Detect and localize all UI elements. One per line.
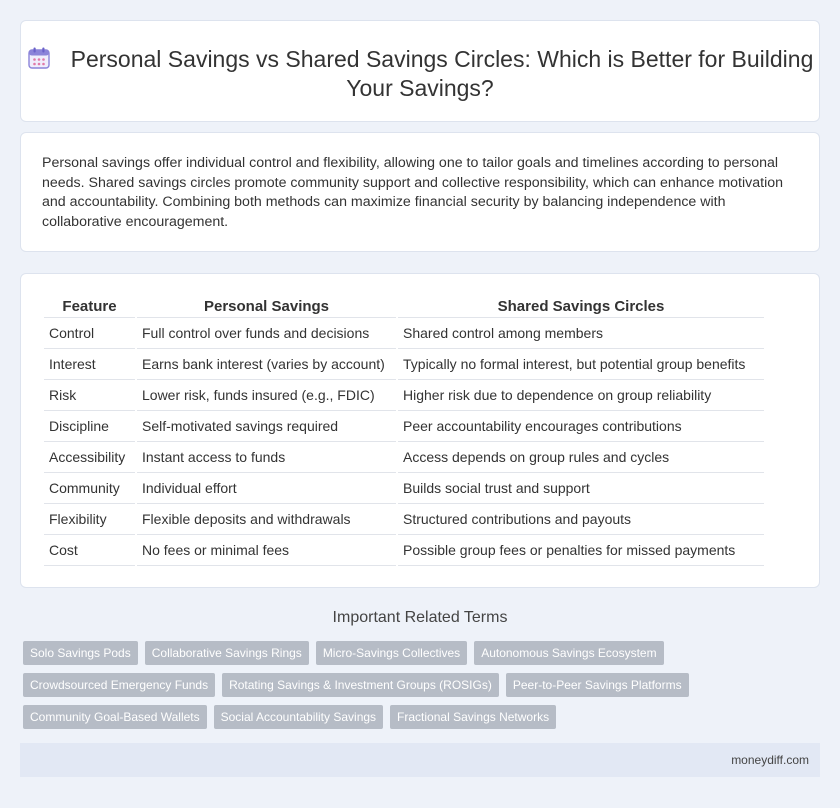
cell-shared: Builds social trust and support (398, 473, 764, 504)
footer-site[interactable]: moneydiff.com (731, 753, 809, 767)
related-term-tag[interactable]: Fractional Savings Networks (390, 705, 556, 729)
title-card (20, 20, 820, 122)
cell-shared: Possible group fees or penalties for missed payments (398, 535, 764, 566)
table-row (44, 473, 764, 504)
cell-shared: Peer accountability encourages contributions (398, 411, 764, 442)
table-row (44, 318, 764, 349)
cell-personal: Earns bank interest (varies by account) (137, 349, 396, 380)
cell-feature: Cost (44, 535, 135, 566)
related-term-tag[interactable]: Collaborative Savings Rings (145, 641, 309, 665)
cell-shared: Typically no formal interest, but potential group benefits (398, 349, 764, 380)
cell-feature: Community (44, 473, 135, 504)
page-title: Personal Savings vs Shared Savings Circles: Which is Better for Building Your Savings? (70, 46, 814, 101)
cell-shared: Structured contributions and payouts (398, 504, 764, 535)
table-row (44, 411, 764, 442)
cell-shared: Higher risk due to dependence on group reliability (398, 380, 764, 411)
cell-personal: Flexible deposits and withdrawals (137, 504, 396, 535)
summary-text: Personal savings offer individual control and flexibility, allowing one to tailor goals and timelines according to personal needs. Shared savings circles promote community support and collective responsibility, which can enhance motivation and accountability. Combining both methods can maximize financial security by balancing independence with collaborative encouragement. (42, 155, 784, 230)
summary-card (20, 132, 820, 252)
cell-feature: Discipline (44, 411, 135, 442)
header-feature: Feature (44, 296, 135, 318)
cell-personal: Instant access to funds (137, 442, 396, 473)
cell-feature: Interest (44, 349, 135, 380)
related-term-tag[interactable]: Peer-to-Peer Savings Platforms (506, 673, 689, 697)
header-shared-savings: Shared Savings Circles (398, 296, 764, 318)
cell-personal: Full control over funds and decisions (137, 318, 396, 349)
table-row (44, 380, 764, 411)
table-header-row (44, 296, 764, 318)
footer (20, 743, 820, 777)
cell-shared: Shared control among members (398, 318, 764, 349)
related-term-tag[interactable]: Micro-Savings Collectives (316, 641, 467, 665)
related-terms-title: Important Related Terms (332, 609, 508, 626)
table-row (44, 442, 764, 473)
related-term-tag[interactable]: Autonomous Savings Ecosystem (474, 641, 663, 665)
related-term-tag[interactable]: Rotating Savings & Investment Groups (ROSIGs) (222, 673, 499, 697)
table-row (44, 535, 764, 566)
cell-shared: Access depends on group rules and cycles (398, 442, 764, 473)
cell-feature: Control (44, 318, 135, 349)
related-term-tag[interactable]: Solo Savings Pods (23, 641, 138, 665)
cell-feature: Accessibility (44, 442, 135, 473)
cell-feature: Flexibility (44, 504, 135, 535)
related-terms-list (23, 641, 723, 737)
comparison-table (42, 296, 766, 566)
cell-personal: No fees or minimal fees (137, 535, 396, 566)
cell-personal: Lower risk, funds insured (e.g., FDIC) (137, 380, 396, 411)
cell-personal: Self-motivated savings required (137, 411, 396, 442)
related-term-tag[interactable]: Community Goal-Based Wallets (23, 705, 207, 729)
header-personal-savings: Personal Savings (137, 296, 396, 318)
page-title-wrap (21, 45, 819, 103)
cell-feature: Risk (44, 380, 135, 411)
calendar-icon (27, 46, 51, 70)
related-term-tag[interactable]: Social Accountability Savings (214, 705, 383, 729)
cell-personal: Individual effort (137, 473, 396, 504)
related-term-tag[interactable]: Crowdsourced Emergency Funds (23, 673, 215, 697)
comparison-card (20, 273, 820, 588)
table-row (44, 349, 764, 380)
table-row (44, 504, 764, 535)
